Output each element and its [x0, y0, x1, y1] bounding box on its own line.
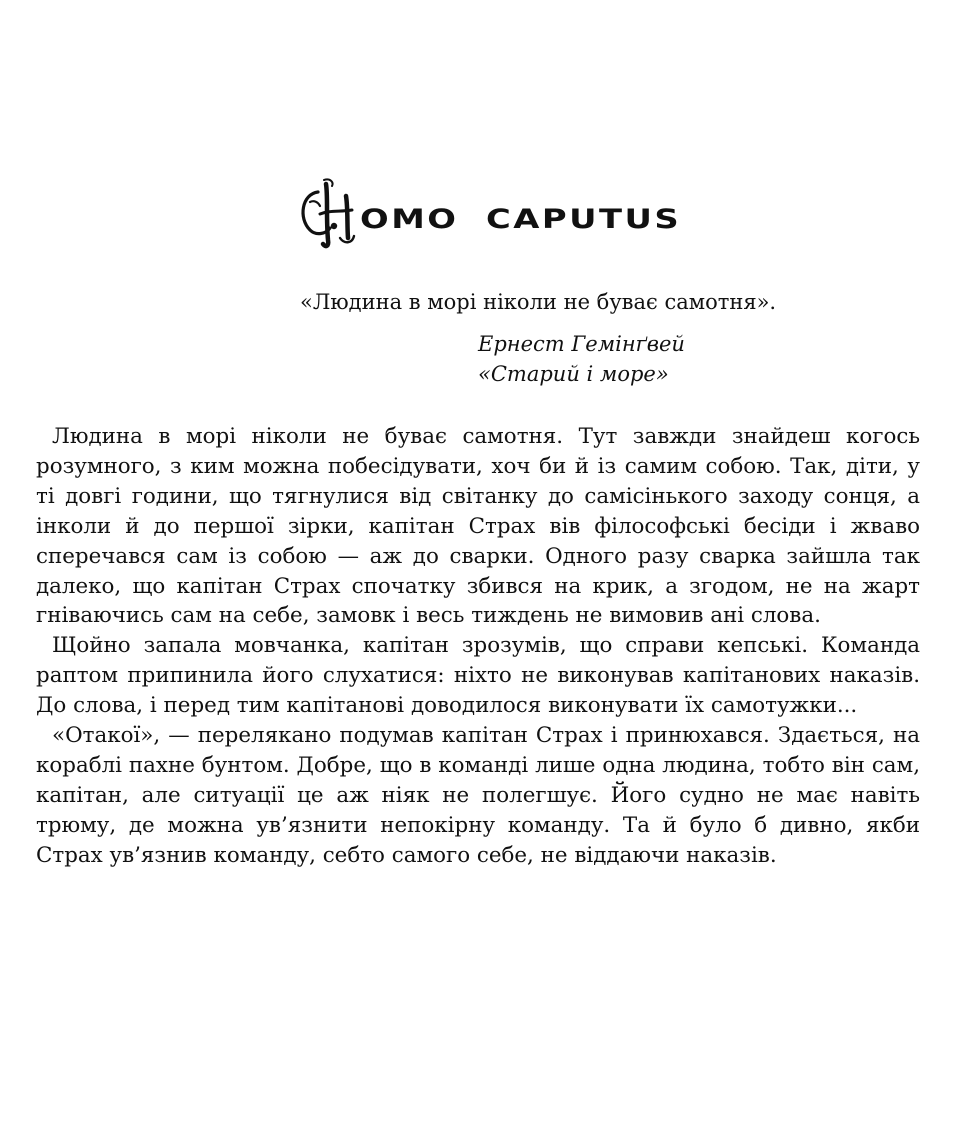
- paragraph: Щойно запала мовчанка, капітан зрозумів, що справи кепські. Команда раптом припинила його слухатися: ніхто не виконував капітанових наказів. До слова, і перед тим капітанові доводилося виконувати їх самотужки...: [36, 633, 920, 719]
- decorative-initial-h: [296, 178, 358, 250]
- title-word-1-rest: OMO: [360, 203, 459, 235]
- epigraph-author: Ернест Гемінґвей: [478, 332, 685, 356]
- paragraph: «Отакої», — перелякано подумав капітан Страх і принюхався. Здається, на кораблі пахне бунтом. Добре, що в команді лише одна людина, тобто він сам, капітан, але ситуації це аж ніяк не полегшує. Його судно не має навіть трюму, де можна ув’язнити непокірну команду. Та й було б дивно, якби Страх ув’язнив команду, себто самого себе, не віддаючи наказів.: [36, 723, 920, 868]
- ornate-h-letter-icon: [296, 178, 358, 250]
- chapter-title: [296, 178, 682, 250]
- chapter-title-text: [360, 204, 681, 235]
- epigraph-work: «Старий і море»: [478, 362, 669, 386]
- title-word-2: CAPUTUS: [485, 203, 682, 235]
- epigraph-quote: «Людина в морі ніколи не буває самотня».: [300, 290, 777, 314]
- chapter-body: [36, 422, 920, 871]
- paragraph: Людина в морі ніколи не буває самотня. Тут завжди знайдеш когось розумного, з ким можна побесідувати, хоч би й із самим собою. Так, діти, у ті довгі години, що тягнулися від світанку до самісінького заходу сонця, а інколи й до першої зірки, капітан Страх вів філософські бесіди і жваво сперечався сам із собою — аж до сварки. Одного разу сварка зайшла так далеко, що капітан Страх спочатку збився на крик, а згодом, не на жарт гніваючись сам на себе, замовк і весь тиждень не вимовив ані слова.: [36, 424, 920, 629]
